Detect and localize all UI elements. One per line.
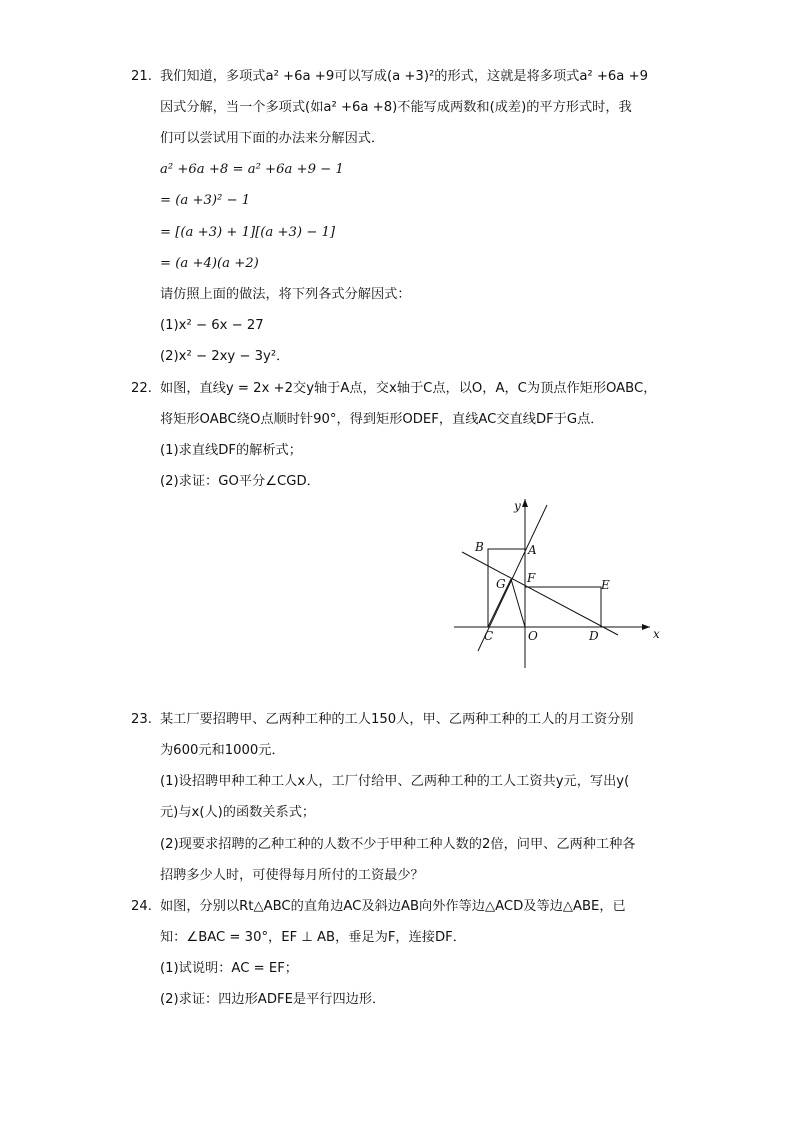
- question-number: 23.: [131, 712, 152, 727]
- line-df: [462, 552, 618, 635]
- q22-line-1: 如图，直线y = 2x +2交y轴于A点，交x轴于C点，以O，A，C为顶点作矩形OABC，: [160, 381, 657, 396]
- q21-line-3: 们可以尝试用下面的办法来分解因式．: [160, 131, 385, 146]
- question-number: 22.: [131, 381, 152, 396]
- q24-line-1: 如图，分别以Rt△ABC的直角边AC及斜边AB向外作等边△ACD及等边△ABE，已: [160, 899, 626, 914]
- label-d: D: [589, 629, 599, 643]
- label-e: E: [601, 578, 610, 592]
- q24-line-2: 知：∠BAC = 30°，EF ⊥ AB，垂足为F，连接DF．: [160, 930, 466, 945]
- q22-geometry-figure: [448, 493, 668, 673]
- label-b: B: [475, 540, 484, 554]
- q21-step-1: a² +6a +8 = a² +6a +9 − 1: [160, 162, 344, 177]
- label-f: F: [527, 571, 536, 585]
- segment-go: [511, 579, 525, 627]
- q21-step-4: = (a +4)(a +2): [160, 256, 259, 271]
- q21-part-2: (2)x² − 2xy − 3y²．: [160, 349, 290, 364]
- q22-part-1: (1)求直线DF的解析式；: [160, 443, 302, 458]
- question-number: 21.: [131, 69, 152, 84]
- x-axis-arrow: [642, 624, 650, 630]
- q22-line-2: 将矩形OABC绕O点顺时针90°，得到矩形ODEF，直线AC交直线DF于G点．: [160, 412, 604, 427]
- label-c: C: [484, 629, 494, 643]
- question-number: 24.: [131, 899, 152, 914]
- q23-line-2: 为600元和1000元．: [160, 743, 285, 758]
- q24-part-1: (1)试说明：AC = EF；: [160, 961, 298, 976]
- q24-part-2: (2)求证：四边形ADFE是平行四边形．: [160, 992, 386, 1007]
- label-g: G: [496, 577, 506, 591]
- label-y: y: [514, 499, 521, 513]
- q23-part-2: (2)现要求招聘的乙种工种的人数不少于甲种工种人数的2倍，问甲、乙两种工种各: [160, 837, 636, 852]
- q21-step-2: = (a +3)² − 1: [160, 193, 251, 208]
- q21-instruction: 请仿照上面的做法，将下列各式分解因式：: [160, 287, 411, 302]
- q22-part-2: (2)求证：GO平分∠CGD．: [160, 474, 320, 489]
- q23-part-1: (1)设招聘甲种工种工人x人，工厂付给甲、乙两种工种的工人工资共y元，写出y(: [160, 774, 630, 789]
- label-a: A: [528, 543, 537, 557]
- q21-part-1: (1)x² − 6x − 27: [160, 318, 264, 333]
- y-axis-arrow: [522, 499, 528, 507]
- label-o: O: [528, 629, 538, 643]
- q23-line-1: 某工厂要招聘甲、乙两种工种的工人150人，甲、乙两种工种的工人的月工资分别: [160, 712, 634, 727]
- label-x: x: [653, 627, 660, 641]
- rectangle-odef: [525, 587, 601, 627]
- q21-line-1: 我们知道，多项式a² +6a +9可以写成(a +3)²的形式，这就是将多项式a² +6a +9: [160, 69, 649, 84]
- q21-line-2: 因式分解，当一个多项式(如a² +6a +8)不能写成两数和(成差)的平方形式时，我: [160, 100, 632, 115]
- q23-part-1-cont: 元)与x(人)的函数关系式；: [160, 805, 316, 820]
- q21-step-3: = [(a +3) + 1][(a +3) − 1]: [160, 225, 336, 240]
- q23-part-2-cont: 招聘多少人时，可使得每月所付的工资最少？: [160, 868, 424, 883]
